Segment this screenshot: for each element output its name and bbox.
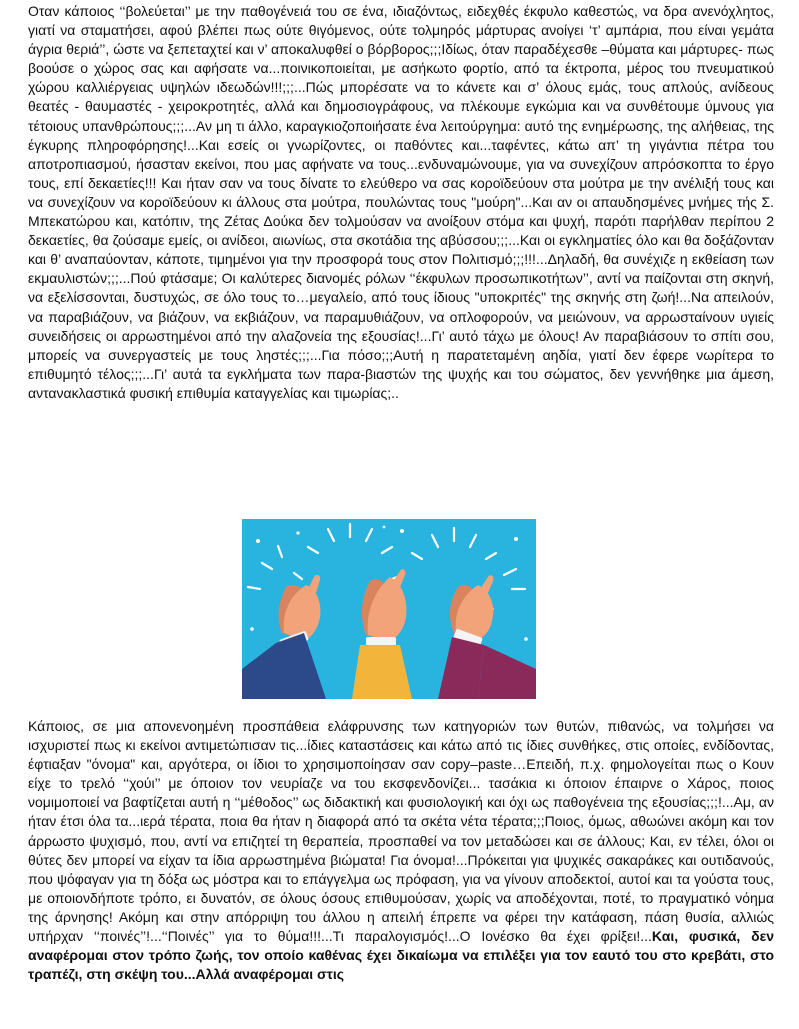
article-paragraph-2 — [28, 717, 774, 984]
article-paragraph-2-bold-text: Και, φυσικά, δεν αναφέρομαι στον τρόπο ζωής, τον οποίο καθένας έχει δικαίωμα να επιλέξει για τον εαυτό του στο κρεβάτι, στο τραπέζι, στη σκέψη του...Αλλά αναφέρομαι στις — [28, 928, 775, 983]
article-paragraph-1: Οταν κάποιος ‘‘βολεύεται’’ με την παθογένειά του σε ένα, ιδιαζόντως, ειδεχθές έκφυλο καθεστώς, να δρα ανενόχλητος, γιατί να σταματήσει, αφού βλέπει πως ούτε θιγόμενος, ούτε τολμηρός μάρτυρας ανοίγει ‘τ’ αμπάρια, που είναι γεμάτα άγρια θεριά’’, ώστε να ξεπεταχτεί και ν’ αποκαλυφθεί ο βόρβορος;;;Ιδίως, όταν παραδέχεσθε –θύματα και μάρτυρες- πως βοούσε ο χώρος σας και αφήσατε να...ποινικοποιείται, με ασήκωτο φορτίο, από τα έκτροπα, μέρος του πνευματικού χώρου καλλιέργειας υψηλών ιδεωδών!!!;;;...Πώς μπορέσατε να το κάνετε και σ’ όλους εμάς, τους απλούς, ανίδεους θεατές - θαυμαστές - χειροκροτητές, αλλά και δημοσιογράφους, να πλέκουμε εγκώμια και να συνθέτουμε ύμνους για τέτοιους υπανθρώπους;;;...Αν μη τι άλλο, καραγκιοζοποιήσατε ένα λειτούργημα: αυτό της ενημέρωσης, της αλήθειας, της έγκυρης πληροφόρησης!...Και εσείς οι γνωρίζοντες, οι παθόντες και...ταφέντες, κάτω απ’ τη γιγάντια πέτρα του αποτροπιασμού, ήσασταν εκείνοι, που μας αφήνατε να τους...ενδυναμώνουμε, για να συνεχίζουν απρόσκοπτα το έργο τους, επί δεκαετίες!!! Και ήταν σαν να τους δίνατε το ελεύθερο να σας κοροϊδεύουν στα μούτρα με την ανέλιξή τους και να συνεχίζουν να κοροϊδεύουν κι άλλους στα μούτρα, πουλώντας τους "μούρη"...Και αν οι απαυδησμένες μνήμες τής Σ. Μπεκατώρου και, κατόπιν, της Ζέτας Δούκα δεν τολμούσαν να ανοίξουν στόμα και ψυχή, παρότι παρήλθαν περίπου 2 δεκαετίες, θα ζούσαμε εμείς, οι ανίδεοι, αιωνίως, στα σκοτάδια της αβύσσου;;;...Και οι εγκληματίες όλο και θα δοξάζονταν και θ’ αναπαύονταν, κάποτε, τιμημένοι για την προσφορά τους στον Πολιτισμό;;;!!!...Δηλαδή, θα συνέχιζε η εκθείαση των εκμαυλιστών;;;...Πού φτάσαμε; Οι καλύτερες διανομές ρόλων ‘‘έκφυλων προσωπικοτήτων’’, αντί να παίζονται στη σκηνή, να εξελίσσονται, δυστυχώς, σε όλο τους το…μεγαλείο, από τους ίδιους "υποκριτές" της σκηνής στη ζωή!...Να απειλούν, να παραβιάζουν, να βιάζουν, να εκβιάζουν, να παραμυθιάζουν, να οπλοφορούν, να μειώνουν, να αρρωσταίνουν υγιείς συνειδήσεις οι αρρωστημένοι από την αλαζονεία της εξουσίας!...Γι’ αυτό τάχω με όλους! Αν παραβιάσουν το σπίτι σου, μπορείς να συνεργαστείς με τους ληστές;;;...Για πόσο;;;Αυτή η παρατεταμένη αηδία, γιατί δεν έφερε νωρίτερα το επιθυμητό τέλος;;;...Γι’ αυτά τα εγκλήματα των παρα-βιαστών της ψυχής και του σώματος, δεν γεννήθηκε μια άμεση, αντανακλαστικά φυσική επιθυμία καταγγελίας και τιμωρίας;.. — [28, 3, 774, 401]
article-paragraph-2-text: Κάποιος, σε μια απονενοημένη προσπάθεια ελάφρυνσης των κατηγοριών των θυτών, πιθανώς, να τολμήσει να ισχυριστεί πως κι εκείνοι αντιμετώπισαν τις...ίδιες καταστάσεις και κάτω από τις ίδιες συνθήκες, στις οποίες, ενδίδοντας, έφτιαξαν "όνομα" και, αργότερα, οι ίδιοι το χρησιμοποίησαν σαν copy–paste…Επειδή, π.χ. φημολογείται πως ο Κουν είχε το τρελό ‘‘χούι’’ με όποιον τον νευρίαζε να του εκσφενδονίζει... τασάκια κι όποιον έπαιρνε ο Χάρος, ποιος νομιμοποιεί να βαφτίζεται αυτή η ‘‘μέθοδος’’ ως διδακτική και φυσιολογική και όχι ως παθογένεια της εξουσίας;;;!...Αμ, αν ήταν έτσι όλα τα...ιερά τέρατα, ποια θα ήταν η διαφορά από τα σκέτα νέτα τέρατα;;;Ποιος, όμως, αθωώνει ακόμη και τον άρρωστο ψυχισμό, που, αντί να επιζητεί τη θεραπεία, προσπαθεί να τον μεταδώσει και σε άλλους; Και, εν τέλει, όλοι οι θύτες δεν μπορεί να είχαν τα ίδια αρρωστημένα βιώματα! Για όνομα!...Πρόκειται για ψυχικές σακαράκες και ουτιδανούς, που ψόφαγαν για τη δόξα ως μόστρα και το επάγγελμα ως πρόφαση, για να γίνουν αποδεκτοί, αυτοί και τα γούστα τους, με οποιονδήποτε τρόπο, ει δυνατόν, σε όλους όσους επιθυμούσαν, χωρίς να αποδέχονται, ποτέ, το πραγματικό νόημα της άρνησης! Ακόμη και στην απόρριψη του άλλου η απειλή έπρεπε να φέρει την κατάφαση, πάση θυσία, αλλιώς υπήρχαν ‘‘ποινές’’!...‘‘Ποινές’’ για το θύμα!!!...Τι παραλογισμός!...Ο Ιονέσκο θα έχει φρίξει!... — [28, 718, 774, 945]
clapping-hands-illustration — [242, 519, 536, 699]
